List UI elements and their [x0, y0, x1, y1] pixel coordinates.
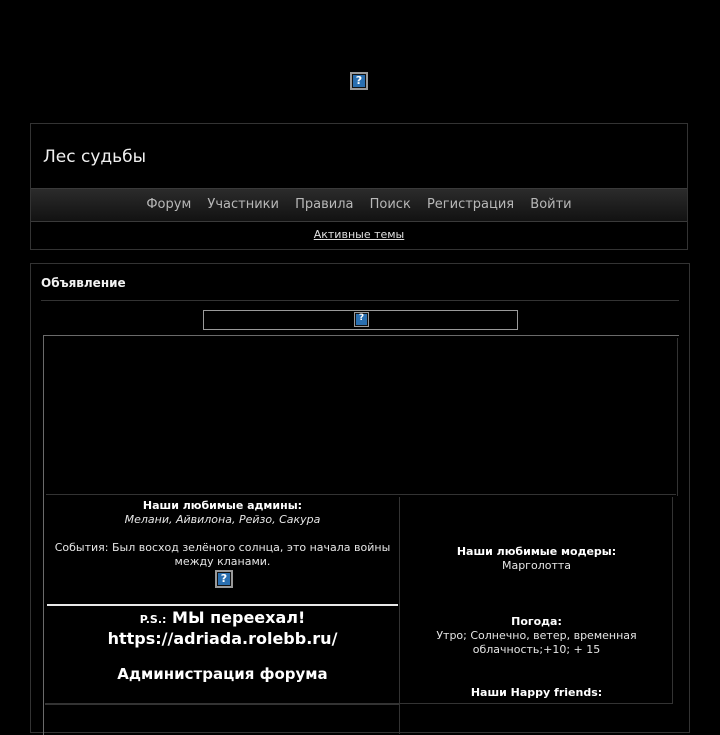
broken-image-icon: ? [350, 72, 368, 90]
friends-label: Наши Happy friends: [470, 686, 603, 699]
moderators-block [400, 545, 673, 573]
admins-names: Мелани, Айвилона, Рейзо, Сакура [124, 513, 321, 526]
nav-members[interactable]: Участники [207, 197, 279, 212]
events-text: События: Был восход зелёного солнца, это начала войны между кланами. [54, 541, 391, 568]
ps-text: МЫ переехал! [172, 608, 306, 627]
banner-image-box [203, 310, 518, 330]
subnav [31, 228, 687, 241]
admins-label: Наши любимые админы: [142, 499, 303, 512]
admins-block [45, 499, 400, 527]
weather-block [400, 615, 673, 657]
new-forum-link[interactable]: https://adriada.rolebb.ru/ [107, 629, 338, 648]
mods-names: Марголотта [501, 559, 572, 572]
table-border [46, 494, 676, 495]
divider [41, 300, 679, 301]
weather-label: Погода: [511, 615, 562, 628]
site-title: Лес судьбы [43, 147, 147, 167]
mods-label: Наши любимые модеры: [456, 545, 617, 558]
friends-cell [400, 686, 673, 734]
friends-block [400, 686, 673, 700]
ps-label: P.S.: [139, 613, 167, 626]
nav-forum[interactable]: Форум [146, 197, 192, 212]
broken-image-icon: ? [215, 570, 233, 588]
site-header [30, 123, 688, 250]
broken-image-icon: ? [354, 312, 369, 327]
nav-search[interactable]: Поиск [369, 197, 411, 212]
table-border [677, 338, 678, 496]
weather-text: Утро; Солнечно, ветер, временная облачность;+10; + 15 [436, 629, 637, 656]
announcement-panel [30, 263, 690, 733]
admins-cell [45, 497, 400, 704]
moderators-cell [400, 497, 673, 704]
admin-signature: Администрация форума [117, 665, 328, 683]
divider [47, 604, 398, 606]
ps-block [45, 608, 400, 648]
nav-register[interactable]: Регистрация [426, 197, 515, 212]
empty-cell [45, 704, 400, 734]
nav-rules[interactable]: Правила [295, 197, 354, 212]
announcement-title: Объявление [41, 276, 126, 290]
active-topics-link[interactable]: Активные темы [313, 228, 405, 241]
nav-bar [31, 188, 687, 222]
nav-login[interactable]: Войти [530, 197, 572, 212]
